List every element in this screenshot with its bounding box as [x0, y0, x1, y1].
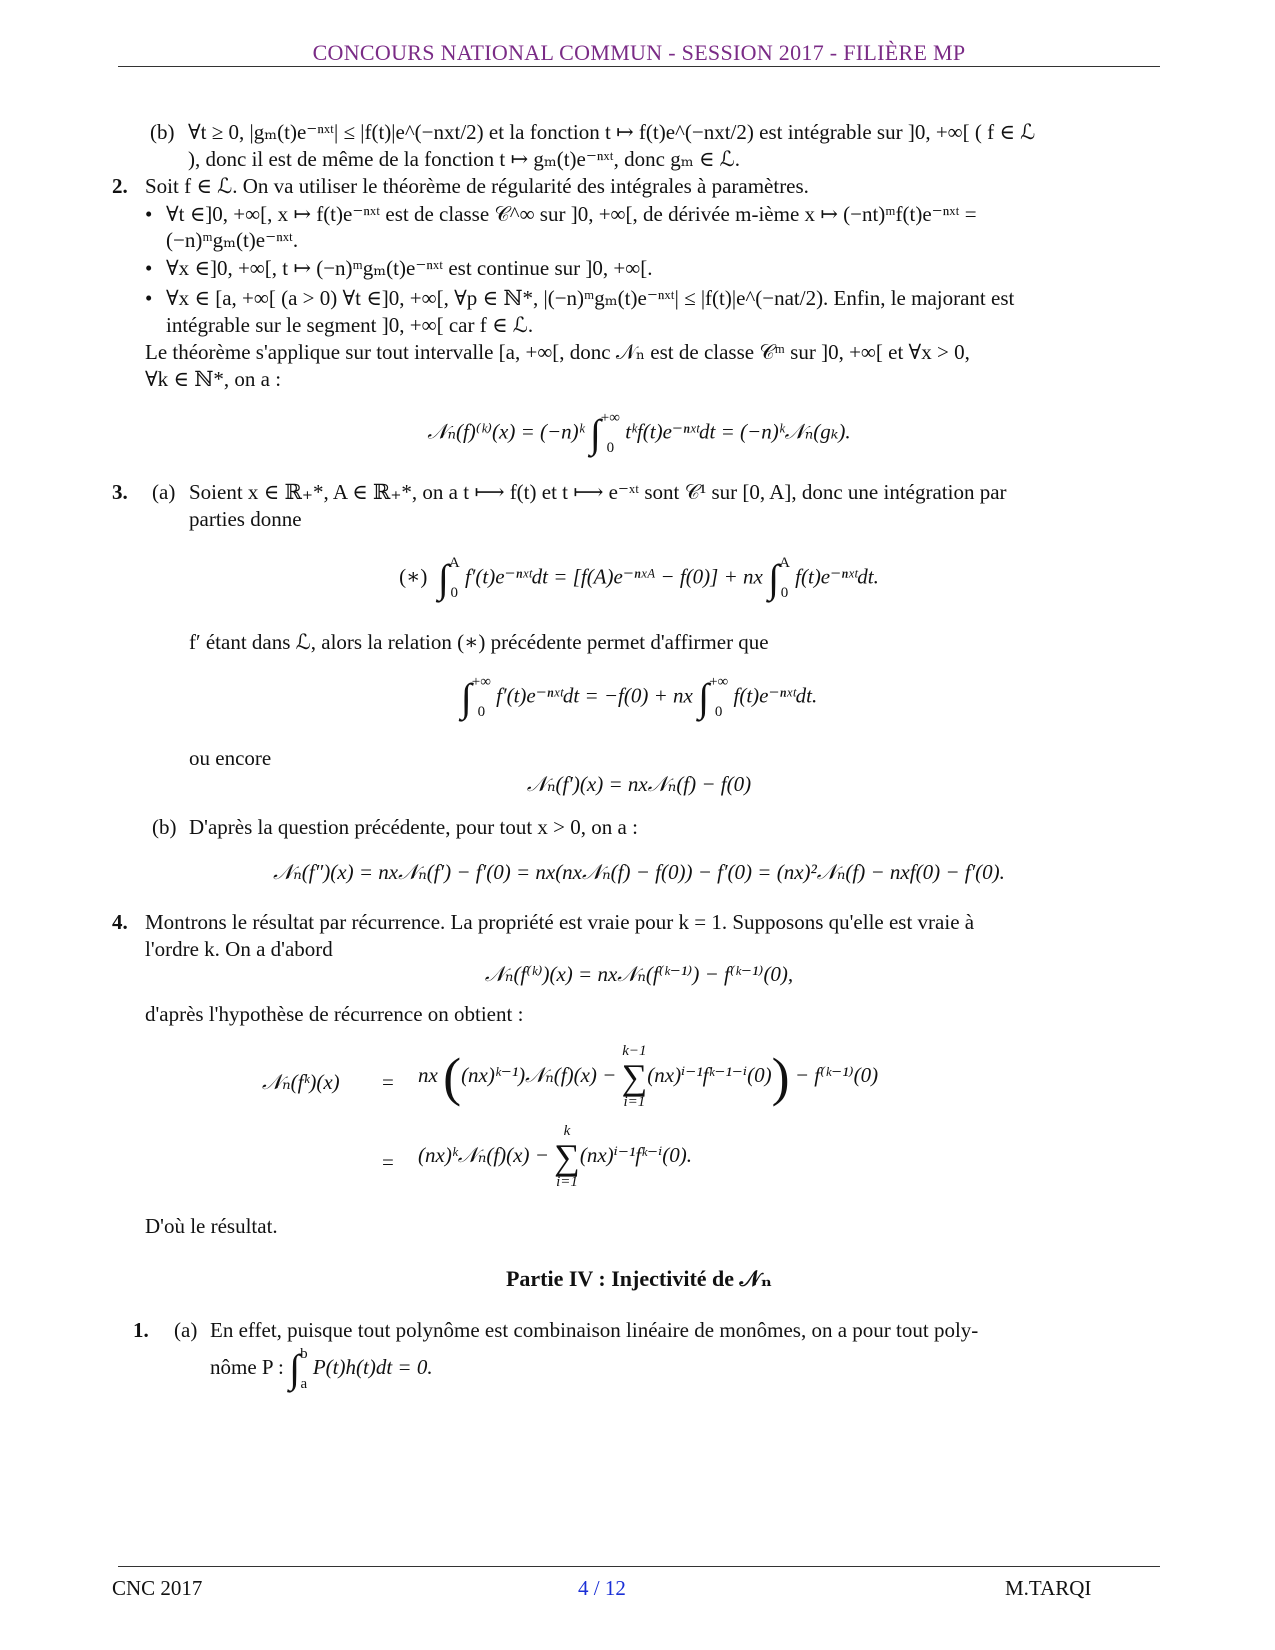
q1b-line2: ), donc il est de même de la fonction t ↦ gₘ(t)e⁻ⁿˣᵗ, donc gₘ ∈ ℒ. — [188, 147, 741, 171]
sigma-sign: ∑ — [554, 1137, 580, 1177]
integral-bounds — [601, 411, 620, 456]
q4-line2: l'ordre k. On a d'abord — [145, 937, 333, 961]
p4q1a-line1: En effet, puisque tout polynôme est combinaison linéaire de monômes, on a pour tout poly- — [210, 1318, 979, 1342]
q3a-line2: parties donne — [189, 507, 302, 531]
bound-bottom: 0 — [606, 440, 615, 456]
integral-bounds — [449, 556, 460, 601]
q4-conclusion: D'où le résultat. — [145, 1214, 278, 1238]
sum-block — [622, 1044, 648, 1110]
equation-infinite — [118, 674, 1160, 721]
bound-top: b — [300, 1345, 308, 1362]
integral-sign: ∫ — [698, 675, 710, 720]
bound-bottom: 0 — [780, 585, 789, 601]
p4q1a-line2 — [210, 1346, 433, 1392]
eq-q4c-term: (nx)ⁱ⁻¹fᵏ⁻ⁱ(0). — [579, 1142, 693, 1167]
q4-line3: d'après l'hypothèse de récurrence on obtient : — [145, 1002, 524, 1026]
sum-top: k — [563, 1123, 571, 1139]
eq-q4b-lhs: 𝒩ₙ(fᵏ)(x) — [262, 1070, 340, 1094]
q3b-label: (b) — [152, 815, 177, 839]
eq-q4b-rhs — [418, 1044, 878, 1110]
q3a-text2: f′ étant dans ℒ, alors la relation (∗) précédente permet d'affirmer que — [189, 630, 769, 654]
integral-bounds — [472, 675, 491, 720]
integral-sign: ∫ — [768, 556, 780, 601]
footer-right: M.TARQI — [1005, 1576, 1092, 1600]
eq-q4b-tail: − f⁽ᵏ⁻¹⁾(0) — [794, 1062, 879, 1087]
bullet-3-line1: ∀x ∈ [a, +∞[ (a > 0) ∀t ∈]0, +∞[, ∀p ∈ ℕ*, |(−n)ᵐgₘ(t)e⁻ⁿˣᵗ| ≤ |f(t)|e^(−nat/2). Enfin, le majorant est — [166, 286, 1015, 310]
eq-q4b-nx: nx — [418, 1062, 438, 1087]
eq-q4b-equals: = — [382, 1070, 394, 1094]
p4q1a-label: (a) — [174, 1318, 198, 1342]
p4q1a-text: nôme P : — [210, 1354, 284, 1379]
header-rule — [118, 66, 1160, 67]
eq-star-end: f(t)e⁻ⁿˣᵗdt. — [795, 564, 879, 589]
eq-q4b-inner: (nx)ᵏ⁻¹)𝒩ₙ(f)(x) − — [461, 1062, 617, 1087]
eq-inf-end: f(t)e⁻ⁿˣᵗdt. — [733, 683, 818, 708]
eq-q2-rhs: tᵏf(t)e⁻ⁿˣᵗdt = (−n)ᵏ𝒩ₙ(gₖ). — [625, 419, 851, 444]
bullet-1-marker: • — [145, 202, 153, 226]
eq-q4c-a: (nx)ᵏ𝒩ₙ(f)(x) − — [418, 1142, 549, 1167]
q2-conclusion-line2: ∀k ∈ ℕ*, on a : — [145, 367, 282, 391]
equation-q2 — [118, 410, 1160, 457]
sigma-sign: ∑ — [621, 1057, 648, 1097]
part-title: Partie IV : Injectivité de 𝒩ₙ — [505, 1266, 773, 1291]
q2-conclusion-line1: Le théorème s'applique sur tout intervalle [a, +∞[, donc 𝒩ₙ est de classe 𝒞ᵐ sur ]0, +∞[ et ∀x > 0, — [145, 340, 970, 364]
q1b-line1: ∀t ≥ 0, |gₘ(t)e⁻ⁿˣᵗ| ≤ |f(t)|e^(−nxt/2) et la fonction t ↦ f(t)e^(−nxt/2) est intégrable sur ]0, +∞[ ( f ∈ ℒ — [188, 120, 1036, 144]
q3a-line1: Soient x ∈ ℝ₊*, A ∈ ℝ₊*, on a t ⟼ f(t) et t ⟼ e⁻ˣᵗ sont 𝒞¹ sur [0, A], donc une intégration par — [189, 480, 1007, 504]
equation-nf-prime: 𝒩ₙ(f′)(x) = nx𝒩ₙ(f) − f(0) — [526, 772, 752, 796]
footer-rule — [118, 1566, 1160, 1567]
eq-inf-mid: f′(t)e⁻ⁿˣᵗdt = −f(0) + nx — [496, 683, 693, 708]
q3-label: 3. — [112, 480, 128, 504]
bullet-3-line2: intégrable sur le segment ]0, +∞[ car f ∈ ℒ. — [166, 313, 534, 337]
bound-top: +∞ — [600, 410, 620, 426]
right-paren: ) — [771, 1046, 790, 1107]
bound-top: A — [448, 555, 460, 571]
sum-block — [554, 1124, 580, 1190]
bullet-2: ∀x ∈]0, +∞[, t ↦ (−n)ᵐgₘ(t)e⁻ⁿˣᵗ est continue sur ]0, +∞[. — [166, 256, 653, 280]
running-header: CONCOURS NATIONAL COMMUN - SESSION 2017 - FILIÈRE MP — [312, 40, 966, 65]
equation-q4a: 𝒩ₙ(f⁽ᵏ⁾)(x) = nx𝒩ₙ(f⁽ᵏ⁻¹⁾) − f⁽ᵏ⁻¹⁾(0), — [484, 962, 794, 986]
bullet-1-line2: (−n)ᵐgₘ(t)e⁻ⁿˣᵗ. — [166, 228, 299, 252]
q3a-text3: ou encore — [189, 746, 272, 770]
footer-page-number: 4 / 12 — [578, 1576, 626, 1600]
eq-q2-lhs: 𝒩ₙ(f)⁽ᵏ⁾(x) = (−n)ᵏ — [427, 419, 585, 444]
integral-sign: ∫ — [589, 411, 601, 456]
q4-label: 4. — [112, 910, 128, 934]
p4q1-label: 1. — [133, 1318, 149, 1342]
integral-bounds — [709, 675, 728, 720]
q4-line1: Montrons le résultat par récurrence. La propriété est vraie pour k = 1. Supposons qu'elle est vraie à — [145, 910, 975, 934]
integral-sign: ∫ — [289, 1346, 301, 1391]
left-paren: ( — [443, 1046, 462, 1107]
eq-star-mid: f′(t)e⁻ⁿˣᵗdt = [f(A)e⁻ⁿˣᴬ − f(0)] + nx — [464, 564, 763, 589]
q3a-label: (a) — [152, 480, 176, 504]
sum-bottom: i=1 — [556, 1174, 578, 1190]
integral-sign: ∫ — [460, 675, 472, 720]
bound-bottom: a — [300, 1375, 308, 1392]
sum-bottom: i=1 — [623, 1094, 646, 1110]
integral-bounds — [300, 1347, 308, 1392]
bound-bottom: 0 — [477, 704, 486, 720]
q2-intro: Soit f ∈ ℒ. On va utiliser le théorème de régularité des intégrales à paramètres. — [145, 174, 809, 198]
sum-top: k−1 — [622, 1043, 647, 1059]
bound-bottom: 0 — [450, 585, 459, 601]
integral-sign: ∫ — [437, 556, 449, 601]
bound-top: +∞ — [709, 674, 729, 690]
bound-top: A — [779, 555, 790, 571]
q1b-label: (b) — [150, 120, 175, 144]
eq-q4b-term: (nx)ⁱ⁻¹fᵏ⁻¹⁻ⁱ(0) — [647, 1062, 772, 1087]
eq-q4c-rhs — [418, 1124, 692, 1190]
footer-left: CNC 2017 — [112, 1576, 203, 1600]
q3b-text: D'après la question précédente, pour tout x > 0, on a : — [189, 815, 638, 839]
bullet-2-marker: • — [145, 256, 153, 280]
q2-label: 2. — [112, 174, 128, 198]
equation-q3b: 𝒩ₙ(f″)(x) = nx𝒩ₙ(f′) − f′(0) = nx(nx𝒩ₙ(f) − f(0)) − f′(0) = (nx)²𝒩ₙ(f) − nxf(0) − f′(0). — [273, 860, 1005, 884]
integral-bounds — [779, 556, 790, 601]
bound-top: +∞ — [471, 674, 491, 690]
bound-bottom: 0 — [714, 704, 723, 720]
equation-star — [118, 555, 1160, 602]
p4-integral-body: P(t)h(t)dt = 0. — [312, 1354, 433, 1379]
bullet-1-line1: ∀t ∈]0, +∞[, x ↦ f(t)e⁻ⁿˣᵗ est de classe 𝒞^∞ sur ]0, +∞[, de dérivée m-ième x ↦ (−nt)ᵐf(t)e⁻ⁿˣᵗ = — [166, 202, 977, 226]
bullet-3-marker: • — [145, 286, 153, 310]
eq-star-label: (∗) — [399, 564, 428, 589]
eq-q4c-equals: = — [382, 1150, 394, 1174]
